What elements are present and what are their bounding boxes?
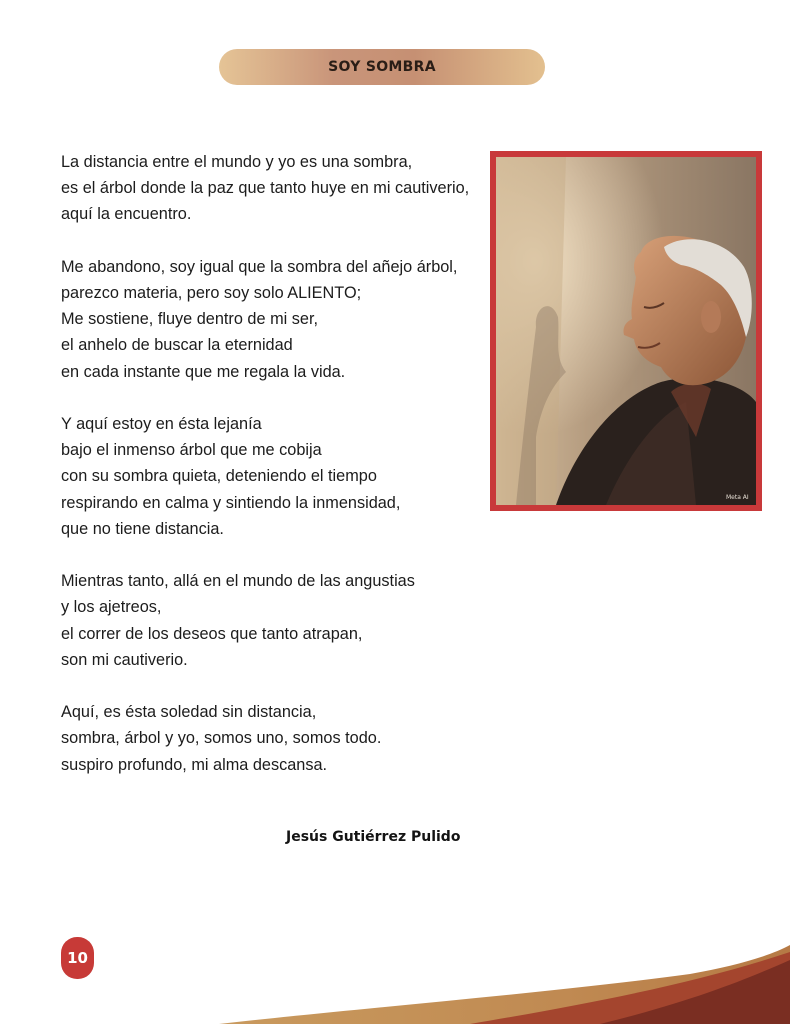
poem-line: sombra, árbol y yo, somos uno, somos todo. bbox=[61, 729, 382, 748]
title-banner bbox=[219, 49, 545, 85]
poem-line: respirando en calma y sintiendo la inmensidad, bbox=[61, 493, 401, 512]
poem-line: en cada instante que me regala la vida. bbox=[61, 362, 346, 381]
poem-line: bajo el inmenso árbol que me cobija bbox=[61, 441, 322, 460]
page-title: SOY SOMBRA bbox=[328, 59, 436, 75]
author-name: Jesús Gutiérrez Pulido bbox=[286, 829, 461, 845]
page-number: 10 bbox=[67, 949, 88, 967]
poem-line: aquí la encuentro. bbox=[61, 205, 192, 224]
poem-line: es el árbol donde la paz que tanto huye en mi cautiverio, bbox=[61, 179, 470, 198]
stanza bbox=[61, 699, 491, 778]
portrait-photo bbox=[496, 157, 756, 505]
watermark-text: Meta AI bbox=[726, 494, 749, 501]
stanza bbox=[61, 568, 491, 673]
portrait-photo-frame bbox=[490, 151, 762, 511]
poem-line: y los ajetreos, bbox=[61, 598, 162, 617]
poem-line: con su sombra quieta, deteniendo el tiempo bbox=[61, 467, 377, 486]
poem-line: Mientras tanto, allá en el mundo de las angustias bbox=[61, 572, 415, 591]
decorative-swoosh bbox=[0, 930, 790, 1024]
stanza bbox=[61, 411, 491, 542]
poem-line: el anhelo de buscar la eternidad bbox=[61, 336, 293, 355]
poem-line: son mi cautiverio. bbox=[61, 650, 188, 669]
poem-line: Y aquí estoy en ésta lejanía bbox=[61, 415, 262, 433]
poem-line: suspiro profundo, mi alma descansa. bbox=[61, 755, 328, 774]
poem-line: Me sostiene, fluye dentro de mi ser, bbox=[61, 310, 319, 329]
poem bbox=[61, 149, 491, 804]
stanza bbox=[61, 254, 491, 385]
poem-line: Me abandono, soy igual que la sombra del añejo árbol, bbox=[61, 257, 458, 276]
poem-line: Aquí, es ésta soledad sin distancia, bbox=[61, 703, 317, 722]
poem-line: parezco materia, pero soy solo ALIENTO; bbox=[61, 284, 362, 302]
poem-line: el correr de los deseos que tanto atrapan, bbox=[61, 624, 363, 643]
poem-line: que no tiene distancia. bbox=[61, 519, 224, 538]
stanza bbox=[61, 149, 491, 228]
poem-line: La distancia entre el mundo y yo es una sombra, bbox=[61, 153, 413, 171]
